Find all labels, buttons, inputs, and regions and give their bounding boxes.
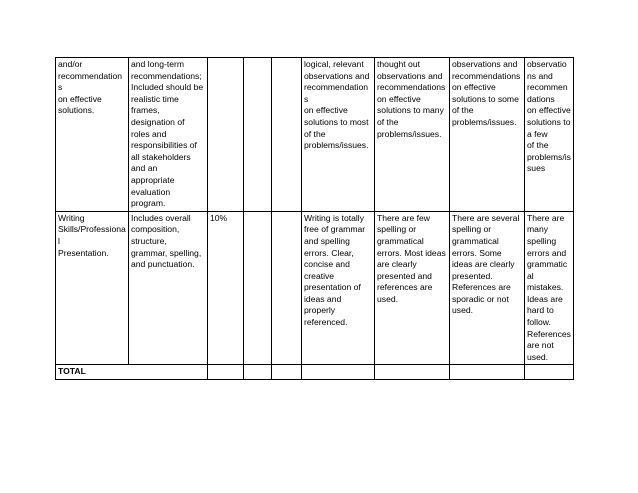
total-level-1-cell — [302, 365, 375, 380]
criterion-text: Writing Skills/Professional Presentation. — [58, 212, 126, 258]
level-2-cell — [375, 211, 450, 365]
level-4-text: observations and recommendations on effective solutions to a few of the problems/issues — [527, 59, 571, 174]
level-2-cell — [375, 58, 450, 212]
level-1-text: Writing is totally free of grammar and spelling errors. Clear, concise and creative presentation of ideas and properly referenced. — [304, 212, 366, 328]
table-row — [56, 211, 574, 365]
total-level-2-cell — [375, 365, 450, 380]
level-3-cell — [450, 211, 525, 365]
criterion-cell — [56, 211, 129, 365]
weight-cell — [208, 211, 244, 365]
level-3-cell — [450, 58, 525, 212]
rubric-table — [55, 57, 574, 380]
score-cell — [244, 58, 272, 212]
weight-cell — [208, 58, 244, 212]
total-blank-cell — [272, 365, 302, 380]
level-4-cell — [525, 58, 574, 212]
blank-cell — [272, 211, 302, 365]
level-4-text: There are many spelling errors and grammatical mistakes. Ideas are hard to follow. References are not used. — [527, 212, 571, 362]
level-2-text: There are few spelling or grammatical errors. Most ideas are clearly presented and references are used. — [377, 212, 446, 304]
score-cell — [244, 211, 272, 365]
level-3-text: observations and recommendations on effective solutions to some of the problems/issues. — [452, 59, 521, 127]
total-row — [56, 365, 574, 380]
level-1-cell — [302, 211, 375, 365]
total-label-cell — [56, 365, 208, 380]
level-3-text: There are several spelling or grammatical errors. Some ideas are clearly presented. References are sporadic or not used. — [452, 212, 520, 316]
level-4-cell — [525, 211, 574, 365]
level-1-text: logical, relevant observations and recommendations on effective solutions to most of the problems/issues. — [304, 59, 370, 151]
total-weight-cell — [208, 365, 244, 380]
total-score-cell — [244, 365, 272, 380]
total-level-3-cell — [450, 365, 525, 380]
level-2-text: thought out observations and recommendations on effective solutions to many of the problems/issues. — [377, 59, 446, 139]
description-text: Includes overall composition, structure, grammar, spelling, and punctuation. — [131, 212, 202, 270]
total-label: TOTAL — [58, 366, 86, 377]
criterion-cell — [56, 58, 129, 212]
description-cell — [129, 58, 208, 212]
blank-cell — [272, 58, 302, 212]
description-text: and long-term recommendations; Included should be realistic time frames, designation of roles and responsibilities of all stakeholders and an appropriate evaluation program. — [131, 59, 204, 209]
criterion-text: and/or recommendations on effective solutions. — [58, 59, 123, 116]
total-level-4-cell — [525, 365, 574, 380]
weight-text: 10% — [210, 212, 228, 223]
table-row — [56, 58, 574, 212]
level-1-cell — [302, 58, 375, 212]
description-cell — [129, 211, 208, 365]
